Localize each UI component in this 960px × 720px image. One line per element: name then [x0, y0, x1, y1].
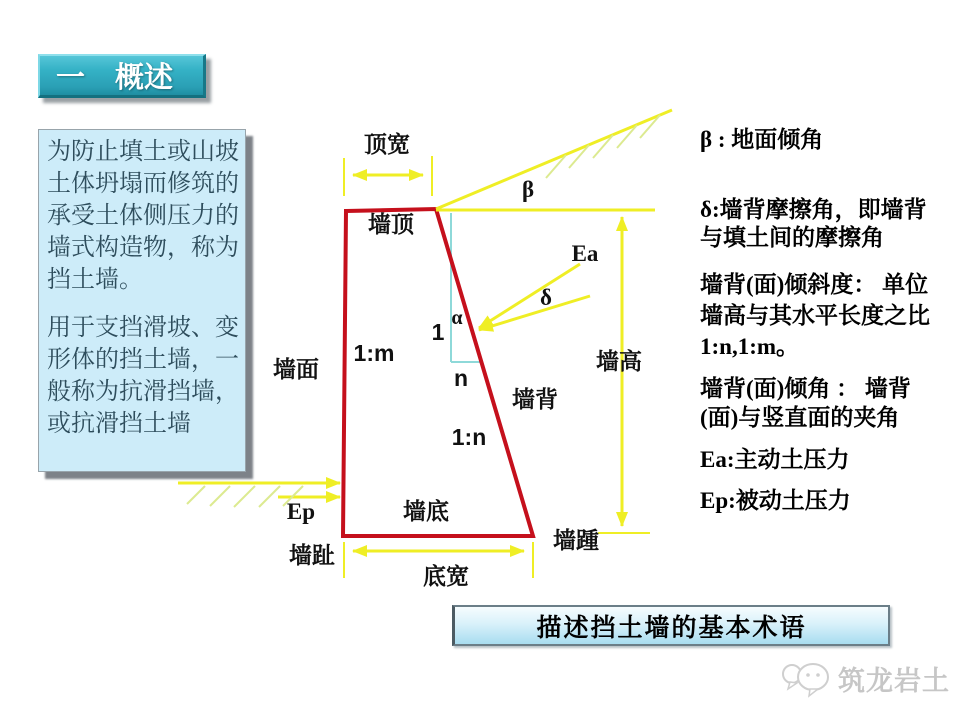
definition-ep: Ep:被动土压力 — [700, 488, 851, 513]
watermark — [780, 658, 950, 698]
label-wall-face: 墙面 — [273, 357, 319, 382]
label-wall-heel: 墙踵 — [553, 528, 599, 553]
label-alpha: α — [451, 307, 463, 329]
label-beta: β — [521, 177, 535, 202]
section-title-text: 概述 — [115, 62, 174, 94]
label-ea: Ea — [571, 241, 599, 266]
definition-delta: δ:墙背摩擦角，即墙背与填土间的摩擦角 — [700, 197, 927, 250]
terms-caption-text: 描述挡土墙的基本术语 — [536, 614, 807, 642]
label-ratio-m: 1:m — [353, 340, 395, 366]
watermark-logo-icon — [780, 658, 832, 698]
label-wall-toe: 墙趾 — [289, 543, 335, 568]
delta-line — [479, 296, 590, 330]
label-unit-one: 1 — [431, 319, 445, 345]
intro-paragraph-2: 用于支挡滑坡、变形体的挡土墙，一般称为抗滑挡墙，或抗滑挡土墙 — [47, 315, 239, 437]
definition-back-angle: 墙背(面)倾角 ： 墙背(面)与竖直面的夹角 — [700, 376, 911, 430]
label-ep: Ep — [286, 499, 316, 524]
definition-beta: β : 地面倾角 — [700, 127, 824, 152]
label-delta: δ — [540, 285, 552, 310]
label-wall-height: 墙高 — [596, 349, 642, 374]
slope-hatching — [546, 115, 660, 178]
label-wall-bottom: 墙底 — [403, 499, 449, 524]
definition-ea: Ea:主动土压力 — [700, 447, 850, 472]
section-number: 一 — [56, 62, 86, 94]
wall-body — [343, 209, 533, 536]
label-wall-back: 墙背 — [512, 387, 558, 412]
definition-back-slope-ratio: 墙背(面)倾斜度： 单位墙高与其水平长度之比1:n,1:m。 — [700, 272, 930, 359]
terms-caption-box — [452, 605, 890, 646]
ea-arrow — [479, 264, 580, 328]
label-unit-n: n — [453, 365, 469, 391]
intro-paragraph-1: 为防止填土或山坡土体坍塌而修筑的承受土体侧压力的墙式构造物，称为挡土墙。 — [47, 139, 239, 293]
label-bottom-width: 底宽 — [423, 564, 469, 589]
watermark-text: 筑龙岩土 — [838, 665, 950, 696]
label-wall-top: 墙顶 — [368, 212, 414, 237]
label-ratio-n: 1:n — [451, 424, 487, 450]
label-top-width: 顶宽 — [364, 132, 410, 157]
